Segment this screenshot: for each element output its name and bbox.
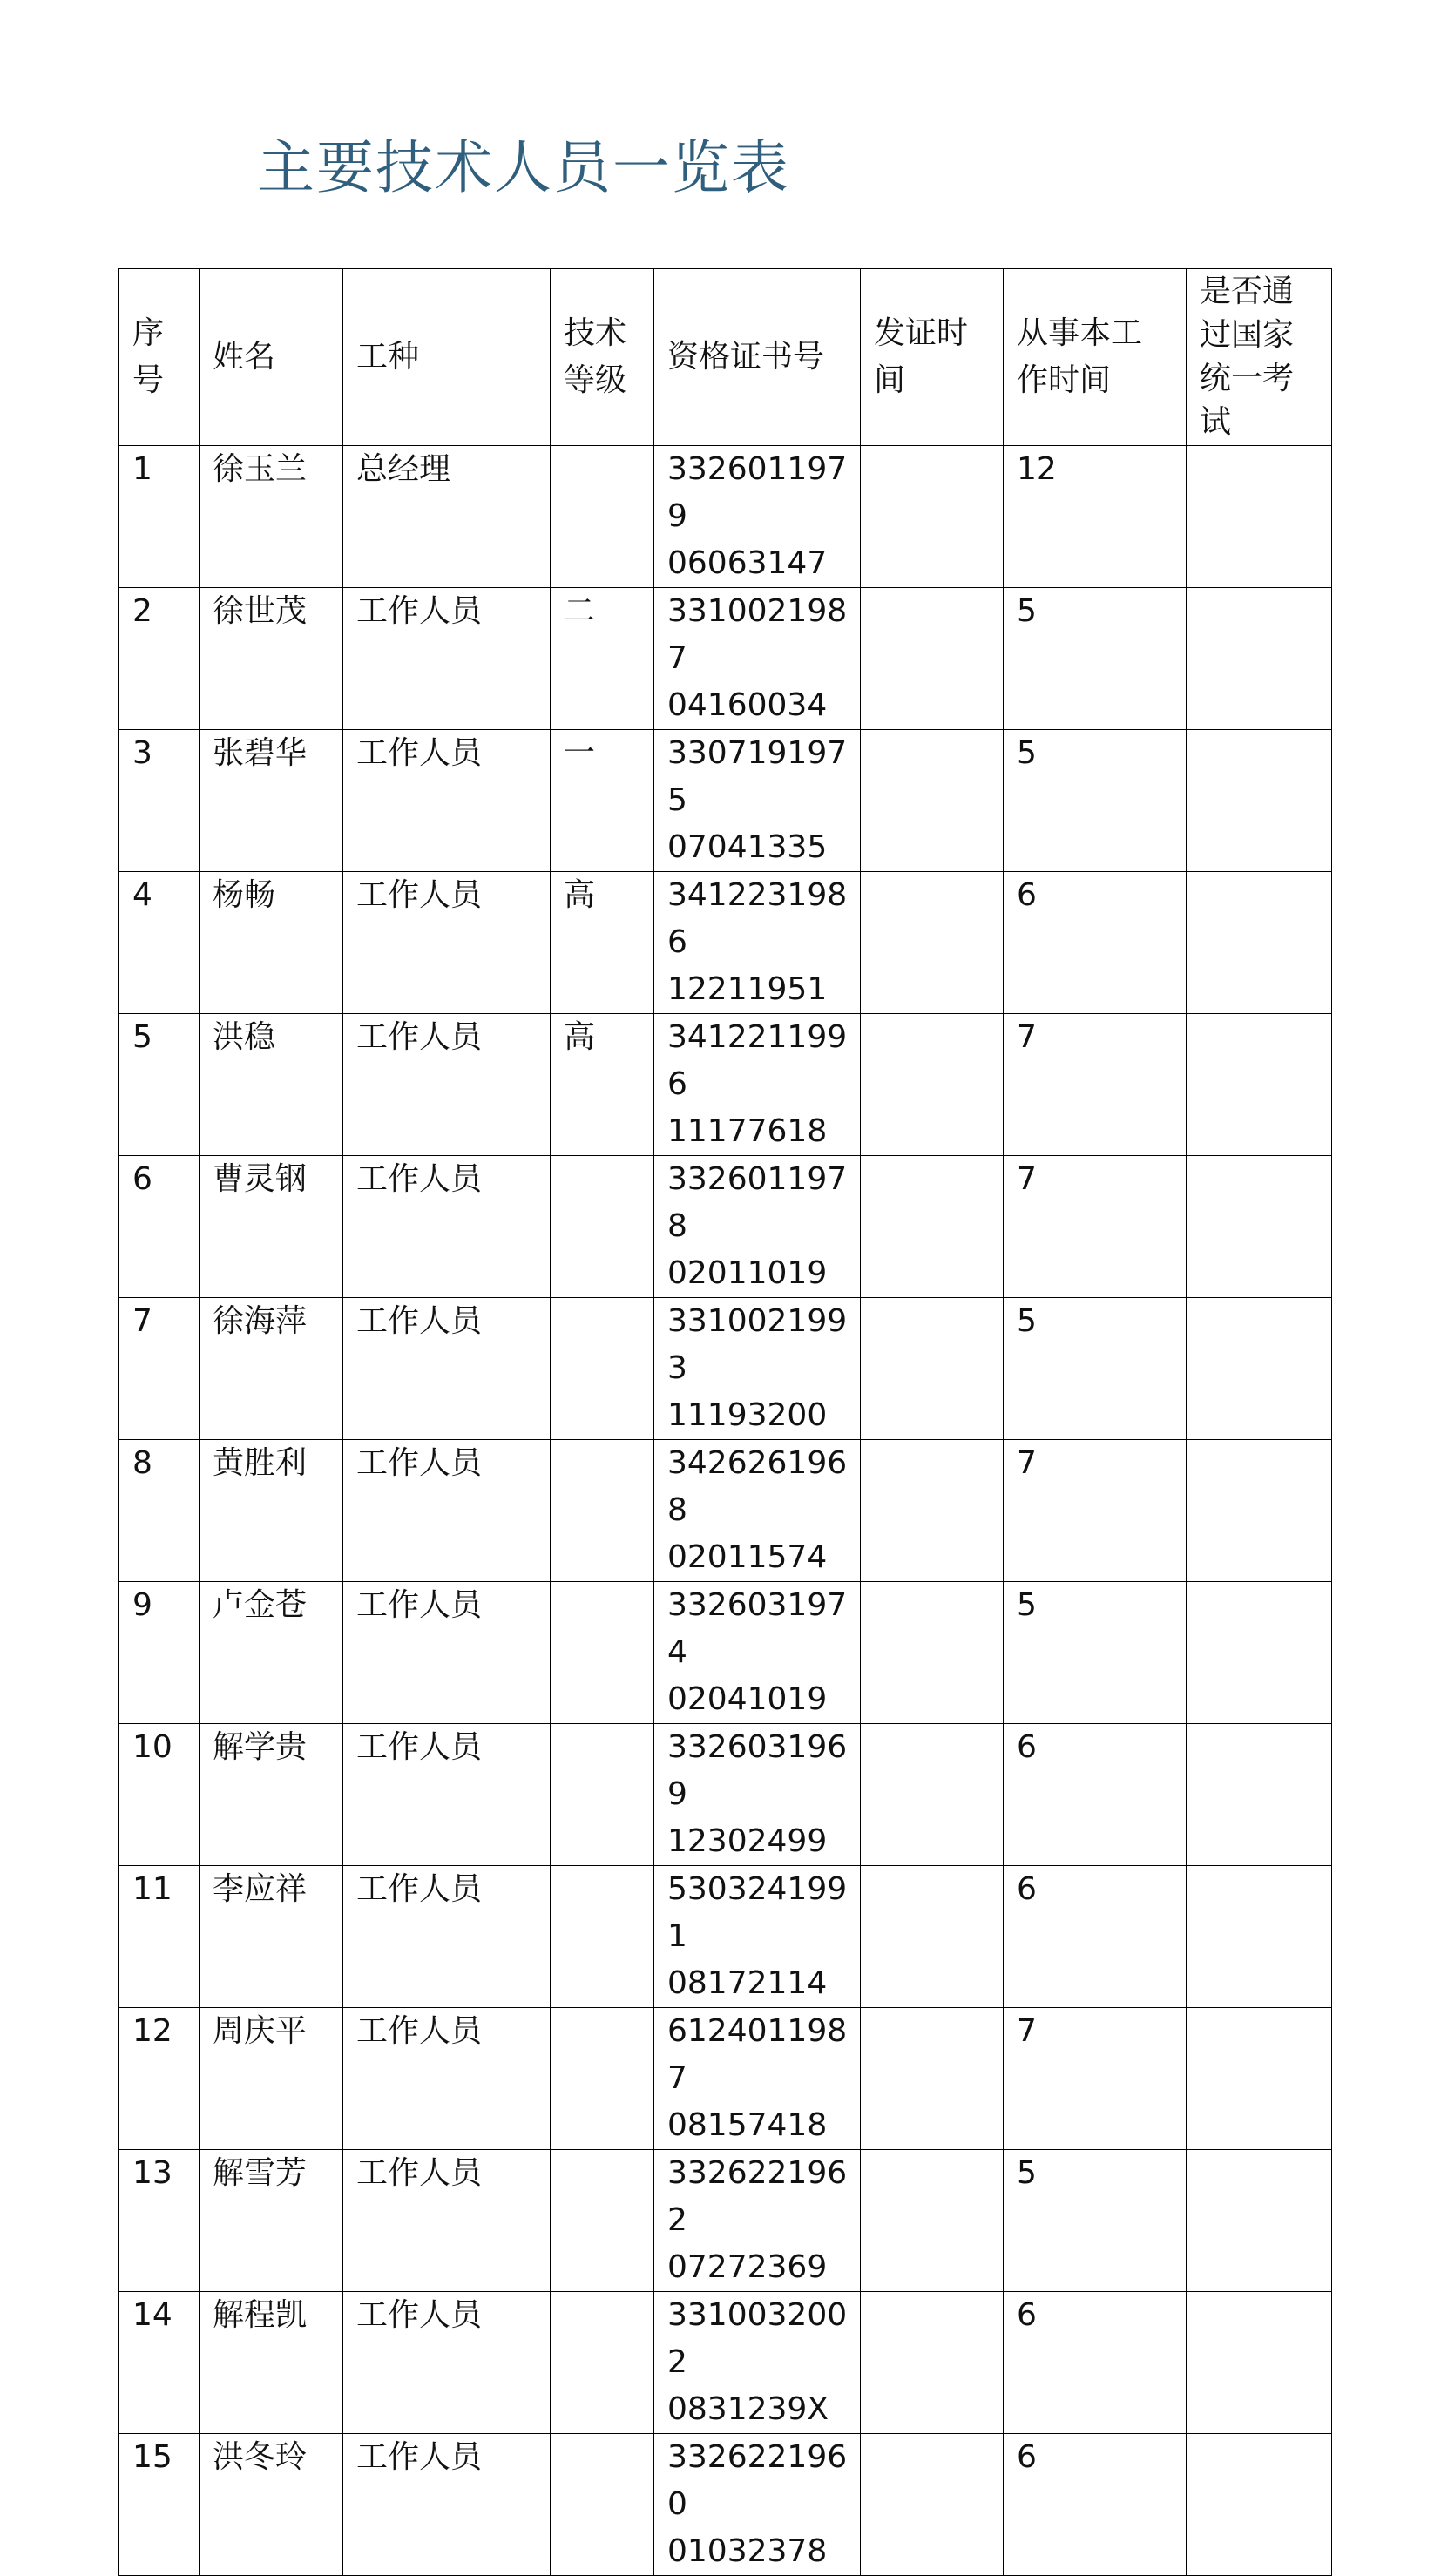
cell-seq: 4	[119, 872, 200, 1014]
cell-issued	[861, 1014, 1004, 1156]
header-seq: 序 号	[119, 269, 200, 446]
cell-seq: 8	[119, 1440, 200, 1582]
table-row	[119, 2434, 1332, 2576]
cell-type: 工作人员	[343, 1014, 551, 1156]
cell-issued	[861, 1582, 1004, 1724]
cell-exam	[1187, 2008, 1332, 2150]
cell-seq: 6	[119, 1156, 200, 1298]
cell-seq: 12	[119, 2008, 200, 2150]
table-row	[119, 588, 1332, 730]
cell-exam	[1187, 1156, 1332, 1298]
cell-exam	[1187, 1298, 1332, 1440]
cell-exam	[1187, 1014, 1332, 1156]
cell-exam	[1187, 446, 1332, 588]
cell-name: 卢金苍	[200, 1582, 343, 1724]
cell-years: 7	[1004, 1156, 1187, 1298]
cell-level	[551, 446, 654, 588]
cell-name: 解雪芳	[200, 2150, 343, 2292]
cell-seq: 11	[119, 1866, 200, 2008]
cell-type: 工作人员	[343, 730, 551, 872]
cell-years: 5	[1004, 2150, 1187, 2292]
cell-name: 解学贵	[200, 1724, 343, 1866]
cell-issued	[861, 1866, 1004, 2008]
cell-cert: 3326011978 02011019	[654, 1156, 861, 1298]
cell-type: 工作人员	[343, 1298, 551, 1440]
cell-level	[551, 1582, 654, 1724]
cell-name: 曹灵钢	[200, 1156, 343, 1298]
cell-type: 总经理	[343, 446, 551, 588]
table-row	[119, 1724, 1332, 1866]
table-row	[119, 1156, 1332, 1298]
cell-seq: 14	[119, 2292, 200, 2434]
cell-seq: 3	[119, 730, 200, 872]
header-issued: 发证时 间	[861, 269, 1004, 446]
table-row	[119, 1440, 1332, 1582]
cell-exam	[1187, 2292, 1332, 2434]
cell-level: 高	[551, 872, 654, 1014]
cell-seq: 5	[119, 1014, 200, 1156]
cell-type: 工作人员	[343, 872, 551, 1014]
cell-cert: 3310021993 11193200	[654, 1298, 861, 1440]
header-years: 从事本工 作时间	[1004, 269, 1187, 446]
cell-level	[551, 1866, 654, 2008]
cell-issued	[861, 2150, 1004, 2292]
cell-type: 工作人员	[343, 1440, 551, 1582]
cell-type: 工作人员	[343, 1582, 551, 1724]
header-row	[119, 269, 1332, 446]
cell-level: 高	[551, 1014, 654, 1156]
cell-seq: 7	[119, 1298, 200, 1440]
cell-name: 徐玉兰	[200, 446, 343, 588]
cell-years: 12	[1004, 446, 1187, 588]
cell-issued	[861, 1724, 1004, 1866]
cell-type: 工作人员	[343, 588, 551, 730]
cell-exam	[1187, 2150, 1332, 2292]
header-exam: 是否通 过国家 统一考 试	[1187, 269, 1332, 446]
cell-years: 7	[1004, 1440, 1187, 1582]
cell-seq: 9	[119, 1582, 200, 1724]
cell-years: 6	[1004, 2434, 1187, 2576]
table-row	[119, 1014, 1332, 1156]
cell-years: 5	[1004, 1582, 1187, 1724]
cell-type: 工作人员	[343, 2292, 551, 2434]
cell-cert: 5303241991 08172114	[654, 1866, 861, 2008]
cell-exam	[1187, 1440, 1332, 1582]
cell-exam	[1187, 872, 1332, 1014]
cell-cert: 3310032002 0831239X	[654, 2292, 861, 2434]
table-row	[119, 1582, 1332, 1724]
cell-cert: 3326221962 07272369	[654, 2150, 861, 2292]
header-cert: 资格证书号	[654, 269, 861, 446]
cell-cert: 3426261968 02011574	[654, 1440, 861, 1582]
cell-cert: 3307191975 07041335	[654, 730, 861, 872]
cell-level	[551, 1724, 654, 1866]
cell-years: 5	[1004, 1298, 1187, 1440]
cell-years: 5	[1004, 588, 1187, 730]
cell-exam	[1187, 588, 1332, 730]
cell-name: 周庆平	[200, 2008, 343, 2150]
staff-table	[118, 268, 1332, 2576]
cell-name: 张碧华	[200, 730, 343, 872]
cell-seq: 13	[119, 2150, 200, 2292]
table-row	[119, 446, 1332, 588]
cell-years: 6	[1004, 872, 1187, 1014]
cell-exam	[1187, 1866, 1332, 2008]
cell-cert: 3326221960 01032378	[654, 2434, 861, 2576]
cell-level	[551, 1156, 654, 1298]
cell-type: 工作人员	[343, 1156, 551, 1298]
cell-level	[551, 2434, 654, 2576]
table-row	[119, 1298, 1332, 1440]
cell-issued	[861, 588, 1004, 730]
cell-level	[551, 2150, 654, 2292]
cell-issued	[861, 2434, 1004, 2576]
table-row	[119, 872, 1332, 1014]
cell-seq: 2	[119, 588, 200, 730]
table-row	[119, 2292, 1332, 2434]
cell-level	[551, 1440, 654, 1582]
cell-cert: 3326031969 12302499	[654, 1724, 861, 1866]
cell-issued	[861, 1440, 1004, 1582]
cell-name: 洪稳	[200, 1014, 343, 1156]
cell-exam	[1187, 1582, 1332, 1724]
cell-cert: 6124011987 08157418	[654, 2008, 861, 2150]
header-type: 工种	[343, 269, 551, 446]
cell-name: 徐世茂	[200, 588, 343, 730]
cell-issued	[861, 2008, 1004, 2150]
cell-issued	[861, 730, 1004, 872]
cell-years: 6	[1004, 1724, 1187, 1866]
cell-name: 黄胜利	[200, 1440, 343, 1582]
page-title: 主要技术人员一览表	[257, 134, 790, 201]
cell-issued	[861, 1156, 1004, 1298]
cell-type: 工作人员	[343, 1724, 551, 1866]
table-row	[119, 2150, 1332, 2292]
cell-level: 二	[551, 588, 654, 730]
table-row	[119, 1866, 1332, 2008]
cell-years: 6	[1004, 2292, 1187, 2434]
cell-years: 5	[1004, 730, 1187, 872]
cell-issued	[861, 2292, 1004, 2434]
cell-exam	[1187, 1724, 1332, 1866]
cell-cert: 3326031974 02041019	[654, 1582, 861, 1724]
cell-years: 7	[1004, 1014, 1187, 1156]
cell-seq: 1	[119, 446, 200, 588]
header-name: 姓名	[200, 269, 343, 446]
cell-name: 杨畅	[200, 872, 343, 1014]
cell-cert: 3412211996 11177618	[654, 1014, 861, 1156]
cell-years: 6	[1004, 1866, 1187, 2008]
cell-issued	[861, 1298, 1004, 1440]
table-row	[119, 730, 1332, 872]
header-level: 技术 等级	[551, 269, 654, 446]
cell-name: 徐海萍	[200, 1298, 343, 1440]
cell-cert: 3310021987 04160034	[654, 588, 861, 730]
cell-type: 工作人员	[343, 2150, 551, 2292]
cell-level	[551, 2292, 654, 2434]
cell-name: 洪冬玲	[200, 2434, 343, 2576]
cell-type: 工作人员	[343, 2434, 551, 2576]
cell-level	[551, 1298, 654, 1440]
cell-level: 一	[551, 730, 654, 872]
cell-cert: 3412231986 12211951	[654, 872, 861, 1014]
cell-seq: 10	[119, 1724, 200, 1866]
cell-years: 7	[1004, 2008, 1187, 2150]
cell-name: 李应祥	[200, 1866, 343, 2008]
cell-exam	[1187, 730, 1332, 872]
cell-name: 解程凯	[200, 2292, 343, 2434]
cell-issued	[861, 446, 1004, 588]
cell-type: 工作人员	[343, 2008, 551, 2150]
cell-level	[551, 2008, 654, 2150]
cell-type: 工作人员	[343, 1866, 551, 2008]
cell-exam	[1187, 2434, 1332, 2576]
table-row	[119, 2008, 1332, 2150]
cell-cert: 3326011979 06063147	[654, 446, 861, 588]
cell-seq: 15	[119, 2434, 200, 2576]
cell-issued	[861, 872, 1004, 1014]
